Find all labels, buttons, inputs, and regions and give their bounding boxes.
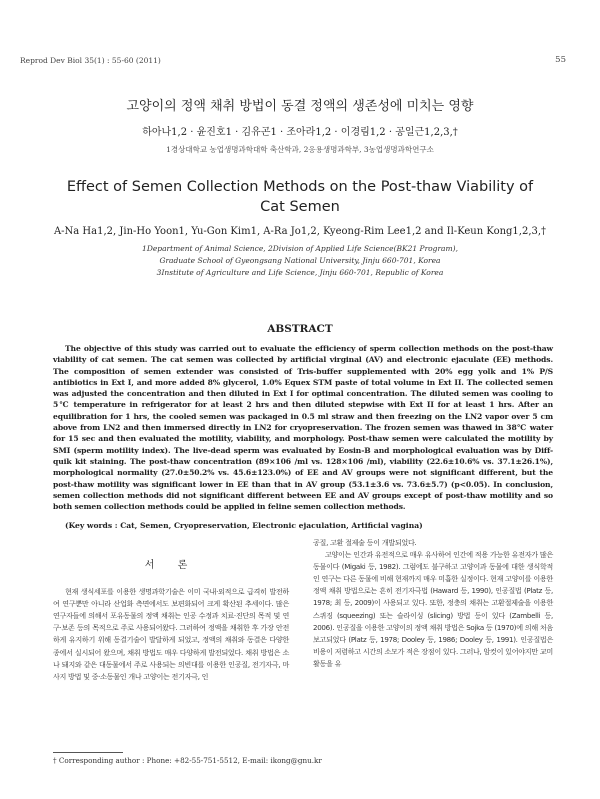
abstract-text: The objective of this study was carried out to evaluate the efficiency of sperm collection methods on the post-thaw viability of cat semen. The cat semen was collected by artificial virginal (AV) and electronic ejaculate (EE) methods. The composition of semen extender was consisted of Tris-buffer supplemented with 20% egg yolk and 1% P/S antibiotics in Ext I, and more added 8% glycerol, 1.0% Equex STM paste of total volume in Ext II. The collected semen was adjusted the concentration and then diluted in Ext I for optimal concentration. The diluted semen was cooling to 5℃ temperature in refrigerator for at least 2 hrs and then diluted stepwise with Ext II for at least 1 hrs. After an equilibration for 1 hrs, the cooled semen was packaged in 0.5 ml straw and then freezing on the LN2 vapor over 5 cm above from LN2 and then immersed directly in LN2 for cryopreservation. The frozen semen was thawed in 38℃ water for 15 sec and then evaluated the motility, viability, and morphology. Post-thaw semen were calculated the motility by SMI (sperm motility index). The live-dead sperm was evaluated by Eosin-B and morphological evaluation was by Diff-quik kit staining. The post-thaw concentration (89×106 /ml vs. 128×106 /ml), viability (22.6±10.6% vs. 37.1±26.1%), morphological normality (27.0±50.2% vs. 45.6±123.0%) of EE and AV groups were not significant different, but the post-thaw motility was significant lower in EE than that in AV group (53.1±3.6 vs. 73.6±5.7) (p<0.05). In conclusion, semen collection methods did not significant different between EE and AV groups except of post-thaw motility and so both semen collection methods could be applied in feline semen collection methods. [53,344,553,512]
footnote-divider [53,752,123,753]
affiliation-korean: 1경상대학교 농업생명과학대학 축산학과, 2응용생명과학부, 3농업생명과학연구소 [166,145,434,154]
body-column-left [53,560,289,683]
body-column-right [313,537,553,670]
authors-korean: 하아나1,2 · 윤진호1 · 김유곤1 · 조아라1,2 · 이경림1,2 · 공일근1,2,3,† [142,127,458,138]
abstract-heading: ABSTRACT [267,323,333,335]
body-paragraph: 고양이는 인간과 유전적으로 매우 유사하여 인간에 적용 가능한 유전자가 많은 동물이다 (Migaki 등, 1982). 그럼에도 불구하고 고양이과 동물에 대한 생식학적인 연구는 다른 동물에 비해 현재까지 매우 미흡한 실정이다. 현재 고양이를 이용한 정액 채취 방법으로는 흔히 전기자극법 (Haward 등, 1990), 인공질법 (Platz 등, 1978; 최 등, 2009)이 사용되고 있다. 또한, 정충의 채취는 고환절제술을 이용한 스퀴징 (squeezing) 또는 슬라이싱 (slicing) 방법 등이 있다 (Zambelli 등, 2006). 인공질을 이용한 고양이의 정액 채취 방법은 Sojka 등 (1970)에 의해 처음 보고되었다 (Platz 등, 1978; Dooley 등, 1986; Dooley 등, 1991). 인공질법은 비용이 저렴하고 시간의 소모가 적은 장점이 있다. 그러나, 암컷이 있어야지만 교미 활동을 유 [313,550,553,668]
section-heading: 서 론 [144,560,198,571]
affiliation-line: Graduate School of Gyeongsang National University, Jinju 660-701, Korea [159,256,441,265]
affiliation-line: 1Department of Animal Science, 2Division of Applied Life Science(BK21 Program), [142,244,458,253]
journal-reference: Reprod Dev Biol 35(1) : 55-60 (2011) [20,56,161,65]
affiliation-english [0,243,600,279]
keywords: (Key words : Cat, Semen, Cryopreservation, Electronic ejaculation, Artificial vagina) [65,521,423,530]
footnote: † Corresponding author : Phone: +82-55-751-5512, E-mail: ikong@gnu.kr [53,756,322,765]
body-paragraph: 현재 생식세포를 이용한 생명과학기술은 이미 국내·외적으로 급격히 발전하여 연구뿐만 아니라 산업화 측면에서도 보편화되어 크게 확산된 추세이다. 많은 연구자들에 의해서 포유동물의 정액 채취는 인공 수정과 치료·진단의 목적 및 연구·보존 등의 목적으로 주로 사용되어왔다. 그러하여 정액을 채취한 후 가장 안전하게 유지하기 위해 동결기술이 발달하게 되었고, 정액의 채취와 동결은 다양한 종에서 실시되어 왔으며, 채취 방법도 매우 다양하게 발전되었다. 채취 방법은 소나 돼지와 같은 대동물에서 주로 사용되는 의빈대를 이용한 인공질, 전기자극, 마사지 방법 및 중·소동물인 개나 고양이는 전기자극, 인 [53,587,289,681]
authors-english: A-Na Ha1,2, Jin-Ho Yoon1, Yu-Gon Kim1, A-Ra Jo1,2, Kyeong-Rim Lee1,2 and Il-Keun Kong1,2,3,† [53,226,547,237]
affiliation-line: 3Institute of Agriculture and Life Science, Jinju 660-701, Republic of Korea [156,268,444,277]
title-english: Effect of Semen Collection Methods on the Post-thaw Viability of Cat Semen [66,179,534,215]
title-korean: 고양이의 정액 채취 방법이 동결 정액의 생존성에 미치는 영향 [126,99,474,114]
body-paragraph: 공질, 고환 절제술 등이 개발되었다. [313,538,417,547]
page-number: 55 [555,55,566,65]
